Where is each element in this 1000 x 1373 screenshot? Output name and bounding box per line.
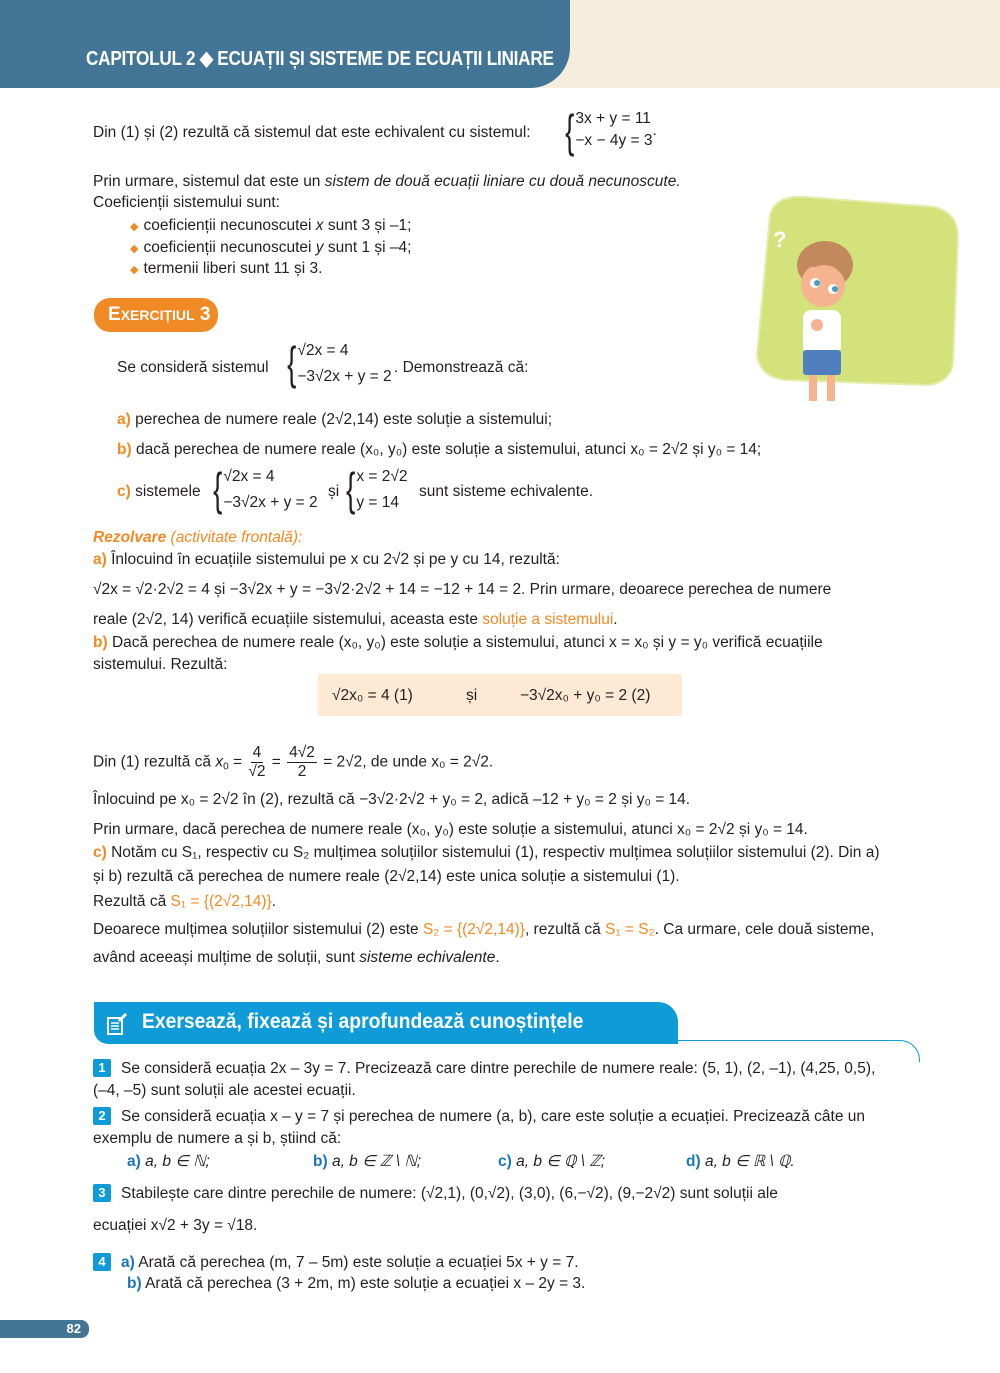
solution-b-line-5: Prin urmare, dacă perechea de numere reale (x₀, y₀) este soluție a sistemului, atunci x₀ = 2√2 și y₀ = 14.: [93, 821, 808, 838]
exercise-3-c-system-2: { x = 2√2 y = 14: [346, 463, 408, 515]
exercise-3-c-and: și: [328, 483, 340, 500]
solution-a-line-1: a) Înlocuind în ecuațiile sistemului pe x cu 2√2 și pe y cu 14, rezultă:: [93, 551, 560, 568]
exercise-3-c-suffix: sunt sisteme echivalente.: [419, 483, 594, 500]
left-brace-icon: {: [213, 463, 223, 515]
solution-a-line-2: √2x = √2·2√2 = 4 și −3√2x + y = −3√2·2√2 + 14 = −12 + 14 = 2. Prin urmare, deoarece perechea de numere: [93, 581, 832, 598]
exercise-number-badge: 4: [93, 1253, 111, 1271]
intro-system: { 3x + y = 11 −x − 4y = 3 .: [565, 105, 657, 157]
exercise-3-system: { √2x = 4 −3√2x + y = 2: [287, 337, 392, 389]
practice-exercise-2-option-d: d) a, b ∈ ℝ \ ℚ.: [686, 1153, 795, 1170]
intro-line-2: Prin urmare, sistemul dat este un sistem de două ecuații liniare cu două necunoscute.: [93, 173, 681, 190]
highlight-eq-2: −3√2x₀ + y₀ = 2 (2): [520, 687, 651, 704]
exercise-3-c-system-1: { √2x = 4 −3√2x + y = 2: [213, 463, 318, 515]
practice-exercise-2: 2 Se consideră ecuația x – y = 7 și perechea de numere (a, b), care este soluție a ecuației. Precizează câte un: [93, 1107, 865, 1127]
practice-exercise-4-b: b) Arată că perechea (3 + 2m, m) este soluție a ecuației x – 2y = 3.: [127, 1275, 586, 1292]
system-eq-1: 3x + y = 11: [575, 110, 651, 127]
solution-a-line-3: reale (2√2, 14) verifică ecuațiile sistemului, aceasta este soluție a sistemului.: [93, 611, 618, 628]
notepad-pencil-icon: [106, 1012, 128, 1036]
thinking-boy-illustration: [745, 185, 975, 410]
solution-c-line-4: Deoarece mulțimea soluțiilor sistemului (2) este S₂ = {(2√2,14)}, rezultă că S₁ = S₂. Ca urmare, cele două sisteme,: [93, 921, 875, 938]
solution-heading: Rezolvare (activitate frontală):: [93, 529, 303, 546]
chapter-header-band: [0, 0, 570, 88]
practice-exercise-3-line-2: ecuației x√2 + 3y = √18.: [93, 1217, 258, 1234]
practice-section-title: Exersează, fixează și aprofundează cunoștințele: [142, 1010, 584, 1033]
practice-exercise-2-option-c: c) a, b ∈ ℚ \ ℤ;: [498, 1153, 606, 1170]
exercise-3-statement-suffix: . Demonstrează că:: [394, 359, 529, 376]
exercise-3-item-b: b) dacă perechea de numere reale (x₀, y₀) este soluție a sistemului, atunci x₀ = 2√2 și y₀ = 14;: [117, 441, 762, 458]
diamond-bullet-icon: ◆: [130, 264, 139, 276]
exercise-3-statement-prefix: Se consideră sistemul: [117, 359, 269, 376]
solution-c-line-2: și b) rezultă că perechea de numere reale (2√2,14) este unica soluție a sistemului (1).: [93, 868, 680, 885]
left-brace-icon: {: [287, 337, 297, 389]
practice-exercise-2-option-a: a) a, b ∈ ℕ;: [127, 1153, 210, 1170]
solution-c-line-3: Rezultă că S₁ = {(2√2,14)}.: [93, 893, 277, 910]
exercise-number-badge: 1: [93, 1059, 111, 1077]
solution-b-line-4: Înlocuind pe x₀ = 2√2 în (2), rezultă că −3√2·2√2 + y₀ = 2, adică –12 + y₀ = 2 și y₀ = 14.: [93, 791, 691, 808]
exercise-number-badge: 2: [93, 1107, 111, 1125]
diamond-bullet-icon: ◆: [130, 243, 139, 255]
solution-b-line-1: b) Dacă perechea de numere reale (x₀, y₀) este soluție a sistemului, atunci x = x₀ și y = y₀ verifică ecuațiile: [93, 634, 823, 651]
exercise-number-badge: 3: [93, 1184, 111, 1202]
system-eq-2: −x − 4y = 3: [575, 132, 653, 149]
practice-exercise-3: 3 Stabilește care dintre perechile de numere: (√2,1), (0,√2), (3,0), (6,−√2), (9,−2√2) sunt soluții ale: [93, 1184, 778, 1204]
page-number: 82: [0, 1320, 89, 1338]
practice-exercise-4-a: 4 a) Arată că perechea (m, 7 – 5m) este soluție a ecuației 5x + y = 7.: [93, 1253, 579, 1273]
highlight-eq-1: √2x₀ = 4 (1): [332, 687, 413, 704]
left-brace-icon: {: [565, 105, 575, 157]
practice-exercise-1: 1 Se consideră ecuația 2x – 3y = 7. Precizează care dintre perechile de numere reale: (5, 1), (2, –1), (4,25, 0,5),: [93, 1059, 875, 1079]
intro-line-1: Din (1) și (2) rezultă că sistemul dat este echivalent cu sistemul:: [93, 124, 531, 141]
bullet-item: ◆ termenii liberi sunt 11 și 3.: [130, 260, 323, 277]
practice-exercise-2-line-2: exemplu de numere a și b, știind că:: [93, 1130, 342, 1147]
svg-text:?: ?: [773, 227, 787, 252]
practice-exercise-1-line-2: (–4, –5) sunt soluții ale acestei ecuații.: [93, 1082, 356, 1099]
bullet-item: ◆ coeficienții necunoscutei x sunt 3 și –1;: [130, 217, 412, 234]
solution-b-line-2: sistemului. Rezultă:: [93, 656, 228, 673]
practice-exercise-2-option-b: b) a, b ∈ ℤ \ ℕ;: [313, 1153, 422, 1170]
solution-c-line-1: c) Notăm cu S₁, respectiv cu S₂ mulțimea soluțiilor sistemului (1), respectiv mulțimea soluțiilor sistemului (2). Din a): [93, 844, 880, 861]
solution-c-line-5: având aceeași mulțime de soluții, sunt sisteme echivalente.: [93, 949, 500, 966]
solution-b-line-3: Din (1) rezultă că $x_0$ = $\frac{4}{√2}$ = $\frac{4√2}{2}$ = 2√2, de unde x₀ = 2√2.: [93, 744, 494, 780]
bullet-item: ◆ coeficienții necunoscutei y sunt 1 și –4;: [130, 239, 412, 256]
highlight-and: și: [466, 687, 478, 704]
left-brace-icon: {: [346, 463, 356, 515]
exercise-3-item-c: c) sistemele: [117, 483, 201, 500]
exercise-3-item-a: a) perechea de numere reale (2√2,14) este soluție a sistemului;: [117, 411, 553, 428]
intro-line-3: Coeficienții sistemului sunt:: [93, 194, 280, 211]
diamond-bullet-icon: ◆: [130, 221, 139, 233]
chapter-title: CAPITOLUL 2 ◆ ECUAȚII ȘI SISTEME DE ECUAȚII LINIARE: [86, 48, 554, 70]
exercise-3-badge: EXERCIȚIUL 3: [94, 298, 218, 332]
